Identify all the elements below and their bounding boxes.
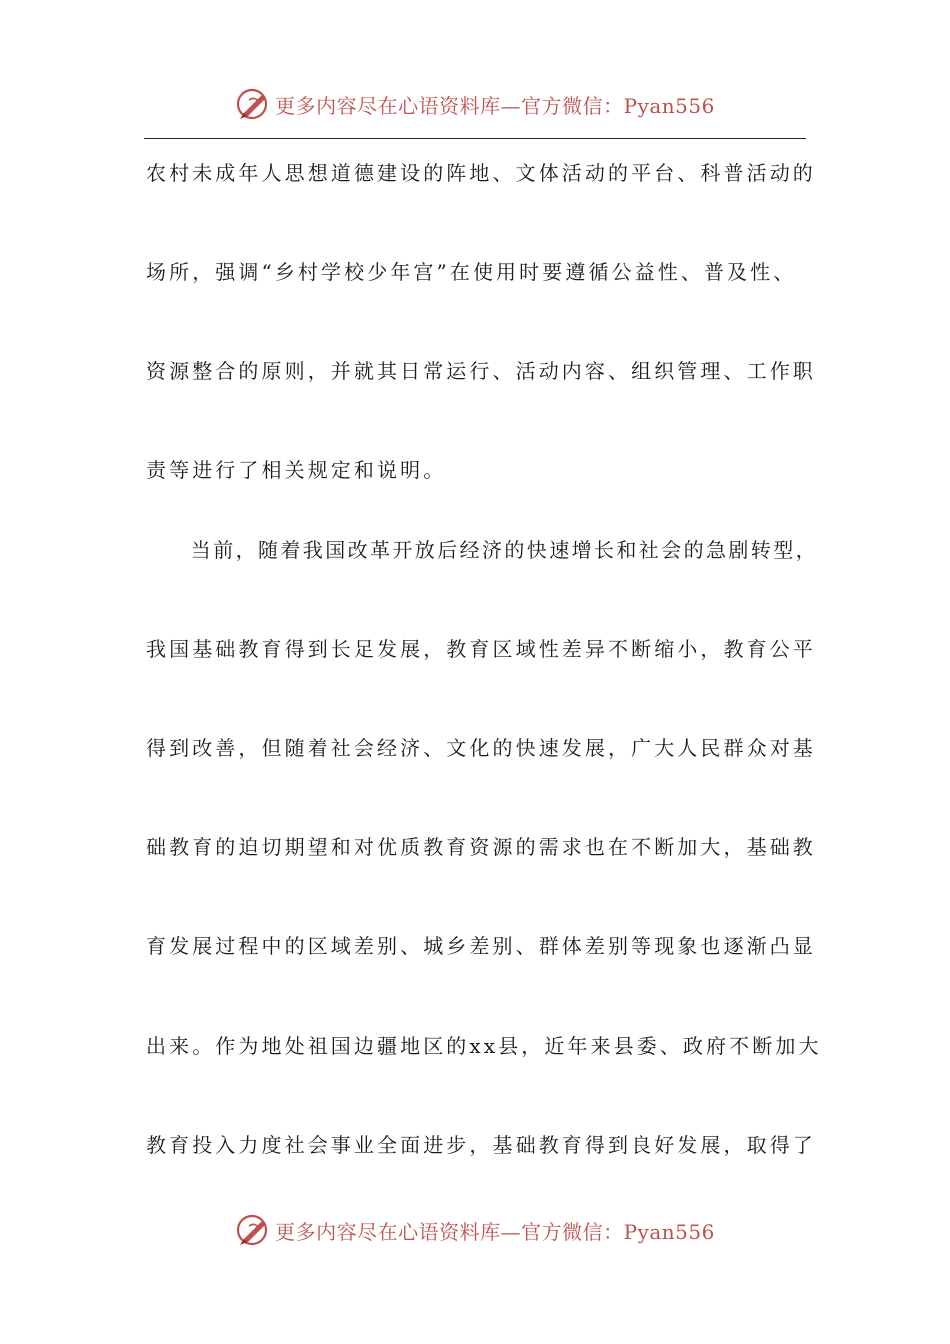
header-banner (0, 84, 950, 124)
header-divider (144, 138, 806, 139)
header-banner-text: 更多内容尽在心语资料库—官方微信：Pyan556 (275, 93, 715, 118)
header-wechat-id: Pyan556 (623, 93, 715, 118)
paragraph-line: 责等进行了相关规定和说明。 (146, 458, 447, 482)
pen-logo-icon (235, 1212, 271, 1248)
paragraph-line: 础教育的迫切期望和对优质教育资源的需求也在不断加大，基础教 (146, 835, 816, 859)
paragraph-line: 育发展过程中的区域差别、城乡差别、群体差别等现象也逐渐凸显 (146, 934, 816, 958)
footer-wechat-id: Pyan556 (623, 1219, 715, 1244)
paragraph-line: 教育投入力度社会事业全面进步，基础教育得到良好发展，取得了 (146, 1133, 816, 1157)
paragraph-line: 得到改善，但随着社会经济、文化的快速发展，广大人民群众对基 (146, 736, 816, 760)
paragraph-line: 资源整合的原则，并就其日常运行、活动内容、组织管理、工作职 (146, 359, 816, 383)
paragraph-line: 当前，随着我国改革开放后经济的快速增长和社会的急剧转型， (146, 538, 818, 562)
paragraph-line: 我国基础教育得到长足发展，教育区域性差异不断缩小，教育公平 (146, 637, 816, 661)
pen-logo-icon (235, 86, 271, 122)
paragraph-line: 出来。作为地处祖国边疆地区的xx县，近年来县委、政府不断加大 (146, 1034, 822, 1058)
paragraph-line: 农村未成年人思想道德建设的阵地、文体活动的平台、科普活动的 (146, 161, 816, 185)
footer-banner (0, 1210, 950, 1250)
footer-banner-text: 更多内容尽在心语资料库—官方微信：Pyan556 (275, 1219, 715, 1244)
paragraph-line: 场所，强调“乡村学校少年宫”在使用时要遵循公益性、普及性、 (146, 260, 797, 284)
